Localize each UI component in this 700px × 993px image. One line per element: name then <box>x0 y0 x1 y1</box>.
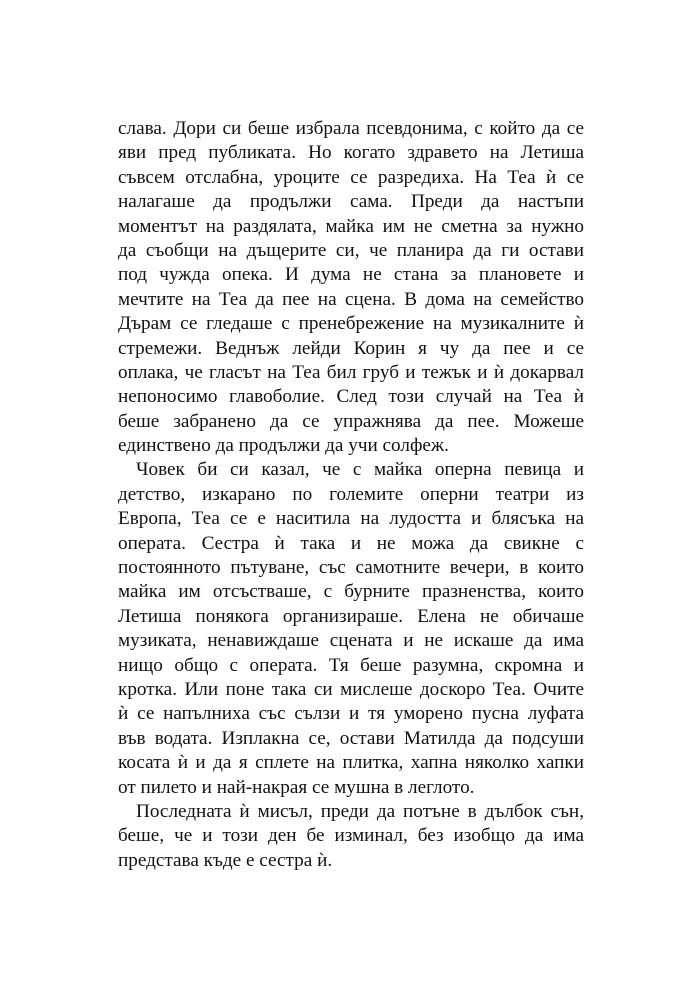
text-line: под чужда опека. И дума не стана за плановете и <box>118 264 584 286</box>
text-line: да съобщи на дъщерите си, че планира да ги остави <box>118 239 584 261</box>
text-line: от пилето и най-накрая се мушна в леглото. <box>118 776 475 798</box>
paragraph-1 <box>118 117 584 458</box>
text-line: нищо общо с операта. Тя беше разумна, скромна и <box>118 654 584 676</box>
text-line: във водата. Изплакна се, остави Матилда да подсуши <box>118 727 584 749</box>
text-line: мечтите на Теа да пее на сцена. В дома на семейство <box>118 288 584 310</box>
text-line: беше, че и този ден бе изминал, без изобщо да има <box>118 825 584 847</box>
text-line: кротка. Или поне така си мислеше доскоро Теа. Очите <box>118 678 584 700</box>
text-line: ѝ се напълниха със сълзи и тя уморено пусна луфата <box>118 703 584 725</box>
text-line: Летиша понякога организираше. Елена не обичаше <box>118 605 584 627</box>
text-line: Последната ѝ мисъл, преди да потъне в дълбок сън, <box>136 800 584 822</box>
text-line: Дърам се гледаше с пренебрежение на музикалните ѝ <box>118 313 584 335</box>
text-line: Човек би си казал, че с майка оперна певица и <box>136 459 584 481</box>
text-line: косата ѝ и да я сплете на плитка, хапна няколко хапки <box>118 752 584 774</box>
text-line: моментът на раздялата, майка им не сметна за нужно <box>118 215 584 237</box>
text-line: беше забранено да се упражнява да пее. Можеше <box>118 410 584 432</box>
body-text <box>118 117 584 873</box>
text-line: музиката, ненавиждаше сцената и не искаше да има <box>118 630 584 652</box>
text-line: непоносимо главоболие. След този случай на Теа ѝ <box>118 386 584 408</box>
paragraph-3 <box>118 800 584 873</box>
text-line: налагаше да продължи сама. Преди да настъпи <box>118 191 584 213</box>
text-line: операта. Сестра ѝ така и не можа да свикне с <box>118 532 584 554</box>
text-line: единствено да продължи да учи солфеж. <box>118 435 449 457</box>
text-line: стремежи. Веднъж лейди Корин я чу да пее и се <box>118 337 584 359</box>
paragraph-2 <box>118 458 584 799</box>
text-line: оплака, че гласът на Теа бил груб и тежък и ѝ докарвал <box>118 361 584 383</box>
text-line: представа къде е сестра ѝ. <box>118 849 333 871</box>
text-line: яви пред публиката. Но когато здравето на Летиша <box>118 142 584 164</box>
text-line: съвсем отслабна, уроците се разредиха. На Теа ѝ се <box>118 166 584 188</box>
text-line: Европа, Теа се е наситила на лудостта и блясъка на <box>118 508 584 530</box>
text-line: постоянното пътуване, със самотните вечери, в които <box>118 557 584 579</box>
text-line: майка им отсъстваше, с бурните празненства, които <box>118 581 584 603</box>
text-line: слава. Дори си беше избрала псевдонима, с който да се <box>118 118 584 139</box>
text-line: детство, изкарано по големите оперни театри из <box>118 483 584 505</box>
